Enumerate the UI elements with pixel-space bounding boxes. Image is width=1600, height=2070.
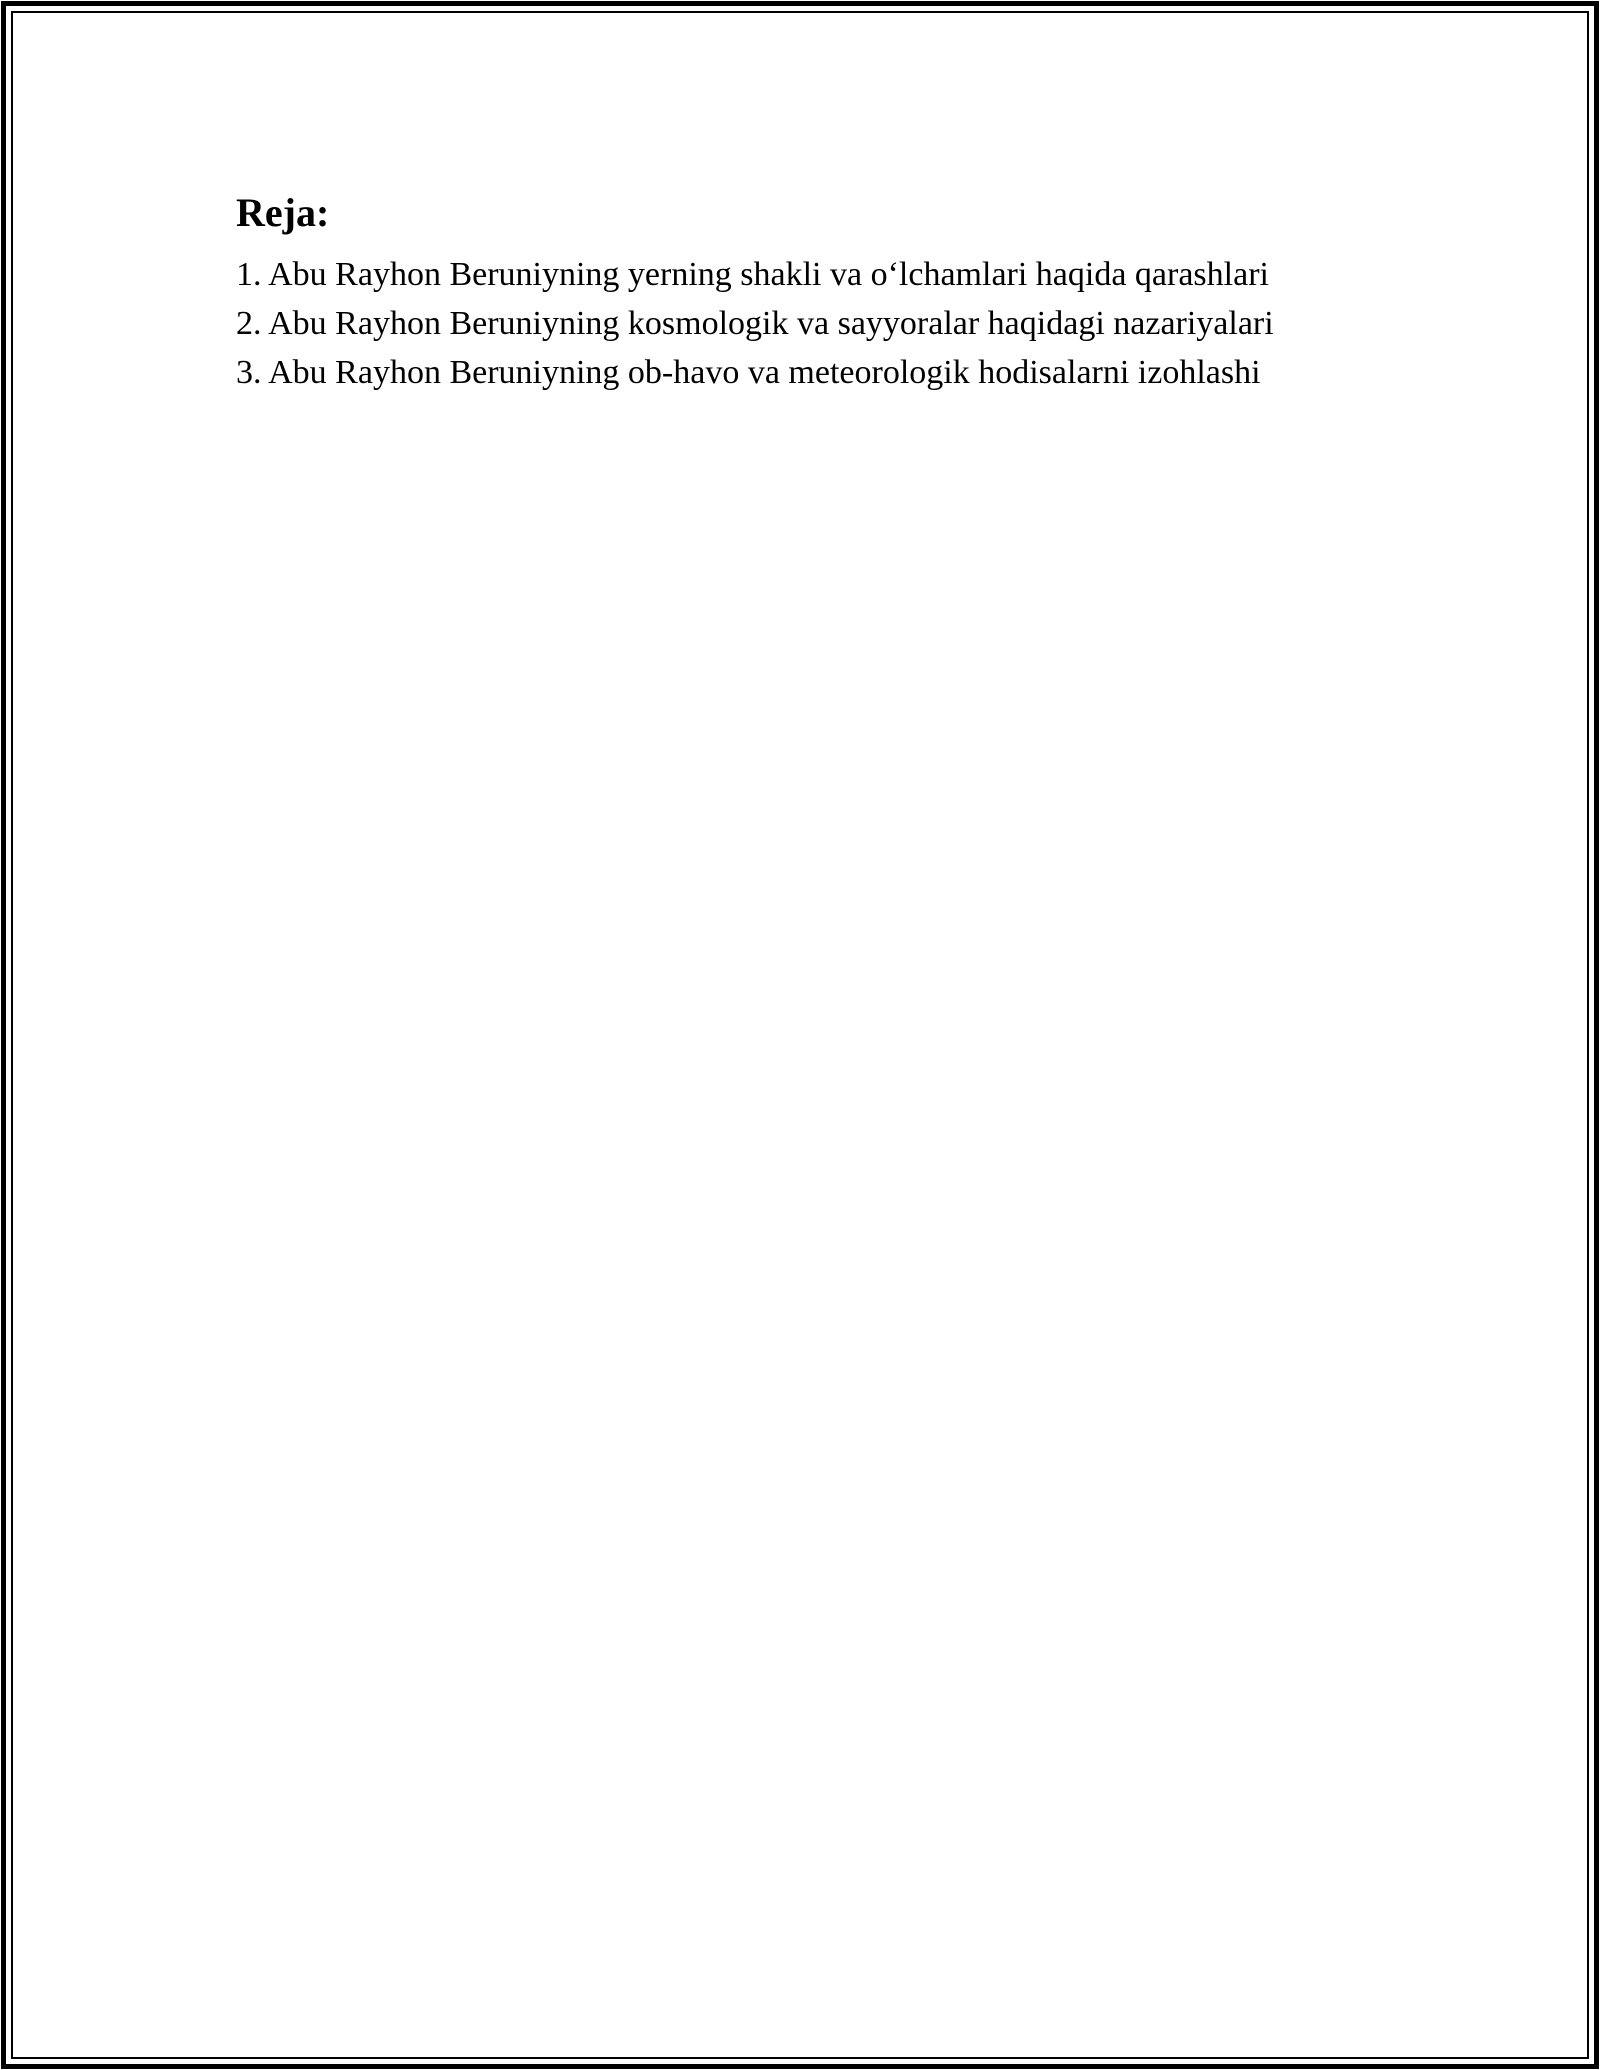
plan-item <box>236 250 1436 299</box>
plan-item-number: 2. <box>236 305 262 342</box>
plan-item <box>236 299 1436 348</box>
plan-item-text: Abu Rayhon Beruniyning ob-havo va meteorologik hodisalarni izohlashi <box>268 354 1261 391</box>
plan-item-number: 1. <box>236 256 262 293</box>
plan-list <box>236 250 1436 397</box>
plan-item <box>236 348 1436 397</box>
plan-item-text: Abu Rayhon Beruniyning kosmologik va sayyoralar haqidagi nazariyalari <box>268 305 1274 342</box>
plan-item-number: 3. <box>236 354 262 391</box>
document-content <box>236 186 1436 397</box>
plan-item-text: Abu Rayhon Beruniyning yerning shakli va o‘lchamlari haqida qarashlari <box>268 256 1269 293</box>
plan-heading: Reja: <box>236 190 330 235</box>
